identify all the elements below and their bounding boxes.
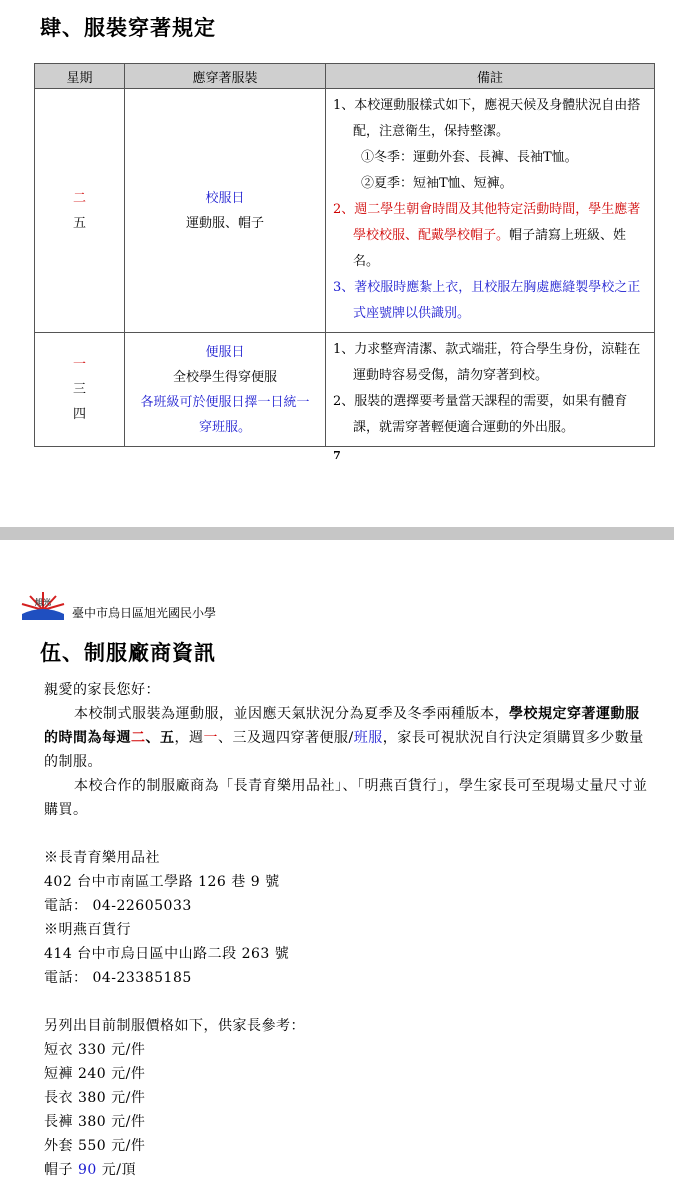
vendor-2-phone: 電話： 04-23385185 bbox=[44, 970, 192, 986]
text-span-bold: 、五 bbox=[145, 730, 175, 746]
section-title-dress-code: 肆、服裝穿著規定 bbox=[40, 15, 216, 40]
letter-body bbox=[44, 678, 650, 1182]
day-thursday: 四 bbox=[72, 407, 86, 422]
text-span: ，週 bbox=[174, 730, 204, 746]
day-tuesday: 二 bbox=[72, 190, 86, 206]
vendor-1-phone: 電話： 04-22605033 bbox=[44, 898, 192, 914]
text-span-red: 二 bbox=[131, 730, 146, 746]
table-row-casual-day bbox=[35, 333, 655, 447]
table-row-uniform-day bbox=[35, 89, 655, 333]
casual-day-label: 便服日 bbox=[205, 344, 245, 360]
note-text-red: 2、週二學生朝會時間及其他特定活動時間，學生應著學校校服、配戴學校帽子。 bbox=[333, 202, 641, 243]
greeting: 親愛的家長您好： bbox=[44, 682, 160, 698]
vendor-1-name: ※長青育樂用品社 bbox=[44, 850, 160, 866]
paragraph-1 bbox=[44, 702, 650, 774]
notes-cell bbox=[326, 333, 655, 447]
header-dress: 應穿著服裝 bbox=[125, 64, 326, 89]
vendor-2-address: 414 台中市烏日區中山路二段 263 號 bbox=[44, 946, 290, 962]
price-item: 長衣 380 元/件 bbox=[44, 1090, 146, 1106]
text-span: 本校制式服裝為運動服，並因應天氣狀況分為夏季及冬季兩種版本， bbox=[74, 706, 509, 722]
price-item: 帽子 90 元/頂 bbox=[44, 1162, 136, 1178]
price-item: 短褲 240 元/件 bbox=[44, 1066, 146, 1082]
notes-cell bbox=[326, 89, 655, 333]
table-header-row bbox=[35, 64, 655, 89]
uniform-day-items: 運動服、帽子 bbox=[185, 215, 264, 231]
price-item: 長褲 380 元/件 bbox=[44, 1114, 146, 1130]
vendor-1-address: 402 台中市南區工學路 126 巷 9 號 bbox=[44, 874, 280, 890]
note-item bbox=[333, 197, 647, 275]
text-span: 、三及週四穿著便服/ bbox=[218, 730, 354, 746]
note-text: 帽子請寫上班級、姓名。 bbox=[353, 228, 627, 269]
day-friday: 五 bbox=[72, 215, 86, 231]
dress-code-table bbox=[34, 63, 655, 447]
page-number: 7 bbox=[333, 449, 341, 462]
header-notes: 備註 bbox=[326, 64, 655, 89]
page-separator bbox=[0, 527, 674, 540]
text-span-bold: 學校規定穿著運動服的時間為每週 bbox=[44, 706, 640, 746]
text-span: ，家長可視狀況自行決定須購買多少數量的制服。 bbox=[44, 730, 644, 770]
note-item: 3、著校服時應紮上衣，且校服左胸處應縫製學校之正式座號牌以供識別。 bbox=[333, 280, 641, 321]
day-cell bbox=[35, 89, 125, 333]
dress-cell bbox=[125, 89, 326, 333]
paragraph-2: 本校合作的制服廠商為「長青育樂用品社」、「明燕百貨行」，學生家長可至現場丈量尺寸並購買。 bbox=[44, 778, 648, 818]
casual-day-note: 各班級可於便服日擇一日統一穿班服。 bbox=[140, 394, 310, 435]
school-logo-icon bbox=[18, 590, 68, 624]
note-text: 1、本校運動服樣式如下，應視天候及身體狀況自由搭配，注意衛生，保持整潔。 bbox=[333, 98, 641, 139]
price-item: 短衣 330 元/件 bbox=[44, 1042, 146, 1058]
section-title-vendor-info: 伍、制服廠商資訊 bbox=[40, 640, 216, 665]
header-weekday: 星期 bbox=[35, 64, 125, 89]
day-cell bbox=[35, 333, 125, 447]
text-span-blue: 班服 bbox=[353, 730, 383, 746]
page-1 bbox=[0, 0, 674, 527]
price-intro: 另列出目前制服價格如下，供家長參考： bbox=[44, 1018, 305, 1034]
day-wednesday: 三 bbox=[72, 382, 86, 397]
price-item: 外套 550 元/件 bbox=[44, 1138, 146, 1154]
day-monday: 一 bbox=[72, 357, 86, 372]
page-2 bbox=[0, 540, 674, 1200]
vendor-2-name: ※明燕百貨行 bbox=[44, 922, 131, 938]
note-winter: ①冬季：運動外套、長褲、長袖T恤。 bbox=[361, 150, 578, 165]
text-span-red: 一 bbox=[203, 730, 218, 746]
casual-day-line: 全校學生得穿便服 bbox=[172, 369, 277, 385]
note-item: 1、力求整齊清潔、款式端莊，符合學生身份，涼鞋在運動時容易受傷，請勿穿著到校。 bbox=[333, 342, 641, 383]
note-summer: ②夏季：短袖T恤、短褲。 bbox=[361, 176, 513, 191]
note-item bbox=[333, 93, 647, 197]
svg-text:旭光: 旭光 bbox=[35, 598, 51, 607]
uniform-day-label: 校服日 bbox=[205, 190, 245, 206]
school-name: 臺中市烏日區旭光國民小學 bbox=[72, 606, 217, 620]
dress-cell bbox=[125, 333, 326, 447]
price-list bbox=[44, 1038, 650, 1182]
note-item: 2、服裝的選擇要考量當天課程的需要，如果有體育課，就需穿著輕便適合運動的外出服。 bbox=[333, 394, 628, 435]
